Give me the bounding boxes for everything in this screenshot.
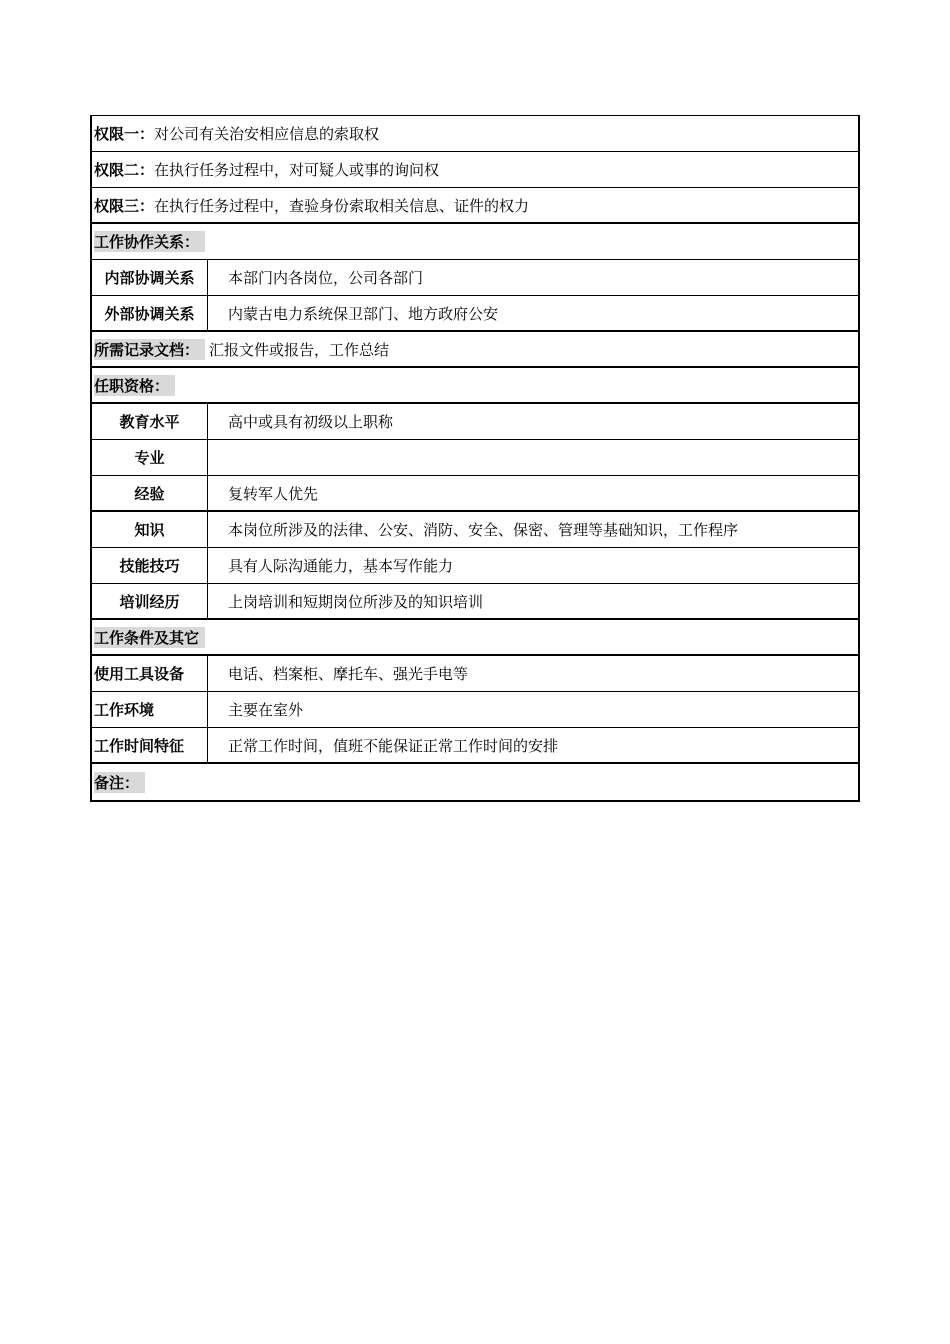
qualification-value: 高中或具有初级以上职称 [228, 413, 394, 431]
qualification-label: 专业 [92, 440, 208, 475]
qualification-value: 本岗位所涉及的法律、公安、消防、安全、保密、管理等基础知识，工作程序 [228, 521, 739, 539]
cooperation-row-external [92, 296, 858, 332]
qualification-row-experience [92, 476, 858, 512]
qualification-value: 上岗培训和短期岗位所涉及的知识培训 [228, 592, 484, 611]
qualification-row-knowledge [92, 512, 858, 548]
condition-label: 工作时间特征 [92, 728, 208, 762]
authority-row-3 [92, 188, 858, 224]
conditions-heading: 工作条件及其它 [94, 627, 205, 648]
cooperation-label: 内部协调关系 [92, 260, 208, 295]
cooperation-heading: 工作协作关系： [94, 231, 205, 252]
cooperation-label: 外部协调关系 [92, 296, 208, 330]
condition-label: 工作环境 [92, 692, 208, 727]
qualification-value [208, 440, 228, 475]
qualification-label: 教育水平 [92, 404, 208, 439]
qualification-value: 具有人际沟通能力，基本写作能力 [228, 557, 454, 575]
condition-value: 电话、档案柜、摩托车、强光手电等 [228, 665, 469, 683]
condition-row-hours [92, 728, 858, 764]
authority-label: 权限三： [94, 196, 155, 215]
authority-label: 权限二： [94, 161, 155, 179]
authority-text: 在执行任务过程中，查验身份索取相关信息、证件的权力 [154, 196, 530, 215]
cooperation-row-internal [92, 260, 858, 296]
qualification-row-training [92, 584, 858, 620]
remarks-row [92, 764, 858, 800]
condition-value: 主要在室外 [228, 701, 304, 719]
condition-row-environment [92, 692, 858, 728]
condition-value: 正常工作时间，值班不能保证正常工作时间的安排 [228, 736, 559, 755]
records-value: 汇报文件或报告，工作总结 [209, 340, 390, 359]
cooperation-value: 本部门内各岗位，公司各部门 [228, 269, 424, 287]
authority-text: 在执行任务过程中，对可疑人或事的询问权 [154, 161, 440, 179]
records-row [92, 332, 858, 368]
cooperation-value: 内蒙古电力系统保卫部门、地方政府公安 [228, 304, 499, 323]
qualification-row-education [92, 404, 858, 440]
job-description-table [90, 115, 860, 802]
condition-label: 使用工具设备 [92, 656, 208, 691]
qualifications-heading-row [92, 368, 858, 404]
qualification-row-major [92, 440, 858, 476]
qualifications-heading: 任职资格： [94, 375, 175, 396]
authority-text: 对公司有关治安相应信息的索取权 [154, 125, 380, 143]
authority-label: 权限一： [94, 125, 155, 143]
qualification-label: 技能技巧 [92, 548, 208, 583]
qualification-label: 经验 [92, 476, 208, 510]
cooperation-heading-row [92, 224, 858, 260]
qualification-row-skills [92, 548, 858, 584]
qualification-value: 复转军人优先 [228, 484, 319, 503]
remarks-label: 备注： [94, 772, 145, 793]
condition-row-tools [92, 656, 858, 692]
authority-row-1 [92, 116, 858, 152]
qualification-label: 培训经历 [92, 584, 208, 618]
qualification-label: 知识 [92, 512, 208, 547]
conditions-heading-row [92, 620, 858, 656]
records-label: 所需记录文档： [94, 339, 205, 360]
authority-row-2 [92, 152, 858, 188]
